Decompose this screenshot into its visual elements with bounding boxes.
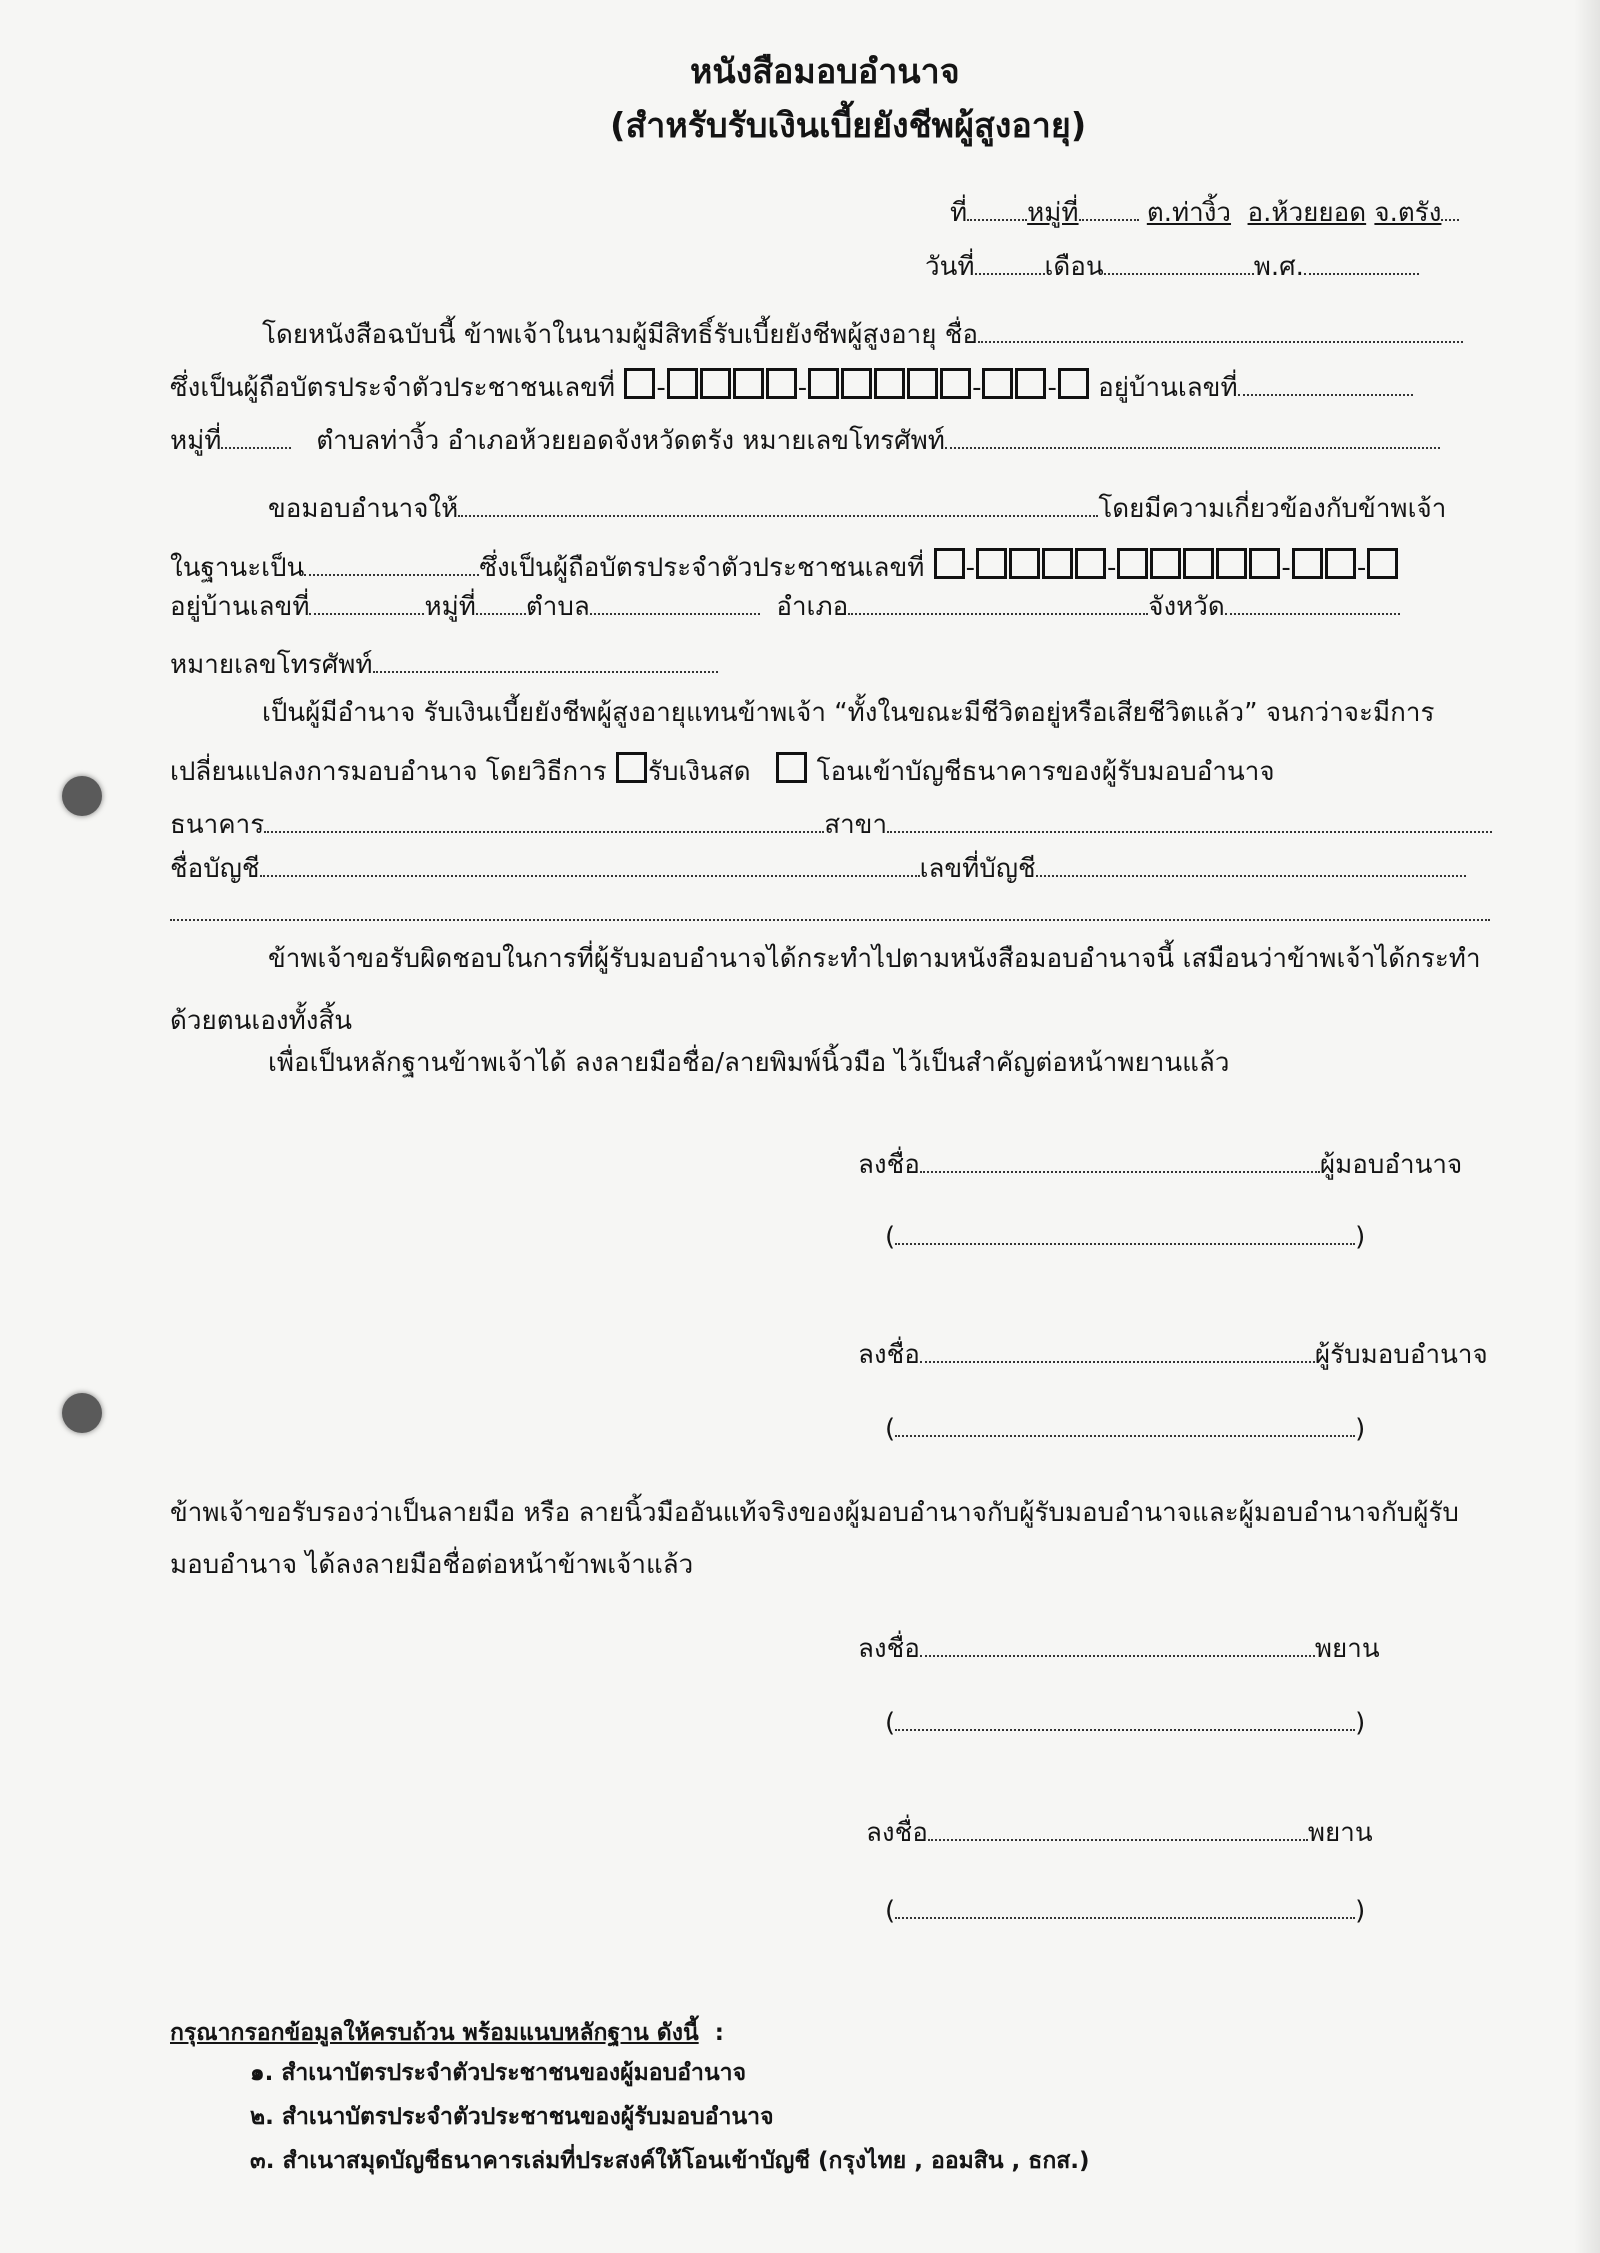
responsibility-line-1: ข้าพเจ้าขอรับผิดชอบในการที่ผู้รับมอบอำนาจได้กระทำไปตามหนังสือมอบอำนาจนี้ เสมือนว่าข้าพเจ้าได้กระทำ (268, 944, 1481, 974)
id-digit-box[interactable] (1325, 548, 1356, 579)
id-digit-box[interactable] (700, 368, 731, 399)
extra-dotted-line[interactable] (170, 896, 1490, 930)
id-digit-box[interactable] (940, 368, 971, 399)
witness-1-signature-line: ลงชื่อ พยาน (858, 1634, 1380, 1664)
grantee-status-field[interactable] (304, 552, 479, 576)
punch-hole-bottom (62, 1393, 102, 1433)
transfer-checkbox[interactable] (776, 752, 807, 783)
grantor-printed-name: ( ) (885, 1222, 1366, 1252)
id-digit-box[interactable] (1015, 368, 1046, 399)
witness-2-signature-line: ลงชื่อ พยาน (866, 1818, 1373, 1848)
grantee-phone-line: หมายเลขโทรศัพท์ (170, 648, 718, 682)
moo-value: หมู่ที่ (1027, 198, 1079, 228)
grantee-printed-name-field[interactable] (895, 1413, 1355, 1437)
id-digit-box[interactable] (1075, 548, 1106, 579)
grantee-address-line: อยู่บ้านเลขที่ หมู่ที่ ตำบล อำเภอ จังหวัด (170, 590, 1400, 624)
grantor-signature-line: ลงชื่อ ผู้มอบอำนาจ (858, 1150, 1463, 1180)
id-digit-box[interactable] (841, 368, 872, 399)
bank-field[interactable] (264, 809, 824, 833)
certification-line-2: มอบอำนาจ ได้ลงลายมือชื่อต่อหน้าข้าพเจ้าแล้ว (170, 1550, 694, 1580)
id-digit-box[interactable] (624, 368, 655, 399)
id-digit-box[interactable] (1058, 368, 1089, 399)
footer-item: ๑. สำเนาบัตรประจำตัวประชาชนของผู้มอบอำนาจ (250, 2060, 747, 2086)
tambon-value: ต.ท่างิ้ว (1146, 198, 1232, 228)
province-value: จ.ตรัง (1374, 198, 1442, 228)
grantee-amphoe-field[interactable] (848, 591, 1148, 615)
place-line: ที่ หมู่ที่ ต.ท่างิ้ว อ.ห้วยยอด จ.ตรัง (950, 196, 1459, 230)
id-digit-box[interactable] (1183, 548, 1214, 579)
account-no-field[interactable] (1036, 853, 1466, 877)
grantee-line: ขอมอบอำนาจให้ โดยมีความเกี่ยวข้องกับข้าพเจ้า (268, 494, 1447, 524)
responsibility-line-2: ด้วยตนเองทั้งสิ้น (170, 1006, 353, 1036)
id-digit-box[interactable] (1150, 548, 1181, 579)
grantor-printed-name-field[interactable] (895, 1221, 1355, 1245)
grantee-moo-field[interactable] (476, 591, 526, 615)
bank-line: ธนาคาร สาขา (170, 808, 1492, 842)
witness-2-printed-name-field[interactable] (895, 1895, 1355, 1919)
id-digit-box[interactable] (1367, 548, 1398, 579)
account-line: ชื่อบัญชี เลขที่บัญชี (170, 852, 1466, 886)
grantee-tambon-field[interactable] (590, 591, 760, 615)
id-digit-box[interactable] (808, 368, 839, 399)
id-digit-box[interactable] (874, 368, 905, 399)
id-digit-box[interactable] (976, 548, 1007, 579)
month-field[interactable] (1104, 251, 1254, 275)
id-digit-box[interactable] (982, 368, 1013, 399)
id-digit-box[interactable] (1009, 548, 1040, 579)
branch-field[interactable] (887, 809, 1492, 833)
witness-1-signature-field[interactable] (920, 1633, 1315, 1657)
id-digit-box[interactable] (733, 368, 764, 399)
certification-line-1: ข้าพเจ้าขอรับรองว่าเป็นลายมือ หรือ ลายนิ้วมืออันแท้จริงของผู้มอบอำนาจกับผู้รับมอบอำนาจและผู้มอบอำนาจกับผู้รับ (170, 1498, 1459, 1528)
footer-note: กรุณากรอกข้อมูลให้ครบถ้วน พร้อมแนบหลักฐาน ดังนี้ : (170, 2020, 724, 2046)
amphoe-value: อ.ห้วยยอด (1247, 198, 1367, 228)
grantor-name-line: โดยหนังสือฉบับนี้ ข้าพเจ้าในนามผู้มีสิทธิ์รับเบี้ยยังชีพผู้สูงอายุ ชื่อ (262, 318, 1463, 352)
id-digit-box[interactable] (1216, 548, 1247, 579)
id-digit-box[interactable] (1042, 548, 1073, 579)
grantee-phone-field[interactable] (373, 649, 718, 673)
authority-line-1: เป็นผู้มีอำนาจ รับเงินเบี้ยยังชีพผู้สูงอายุแทนข้าพเจ้า “ทั้งในขณะมีชีวิตอยู่หรือเสียชีวิตแล้ว” จนกว่าจะมีการ (262, 698, 1435, 728)
id-digit-box[interactable] (1292, 548, 1323, 579)
footer-item: ๒. สำเนาบัตรประจำตัวประชาชนของผู้รับมอบอำนาจ (250, 2104, 774, 2130)
grantor-phone-field[interactable] (945, 425, 1440, 449)
grantee-signature-line: ลงชื่อ ผู้รับมอบอำนาจ (858, 1340, 1488, 1370)
grantee-province-field[interactable] (1225, 591, 1400, 615)
grantee-id-line: ในฐานะเป็น ซึ่งเป็นผู้ถือบัตรประจำตัวประชาชนเลขที่ - - - - (170, 548, 1399, 585)
grantor-house-field[interactable] (1238, 372, 1413, 396)
grantee-name-field[interactable] (458, 493, 1098, 517)
grantor-signature-field[interactable] (920, 1149, 1320, 1173)
id-digit-box[interactable] (1117, 548, 1148, 579)
day-field[interactable] (975, 251, 1045, 275)
form-title: หนังสือมอบอำนาจ (690, 52, 960, 92)
punch-hole-top (62, 776, 102, 816)
year-field[interactable] (1304, 251, 1419, 275)
id-digit-box[interactable] (934, 548, 965, 579)
form-subtitle: (สำหรับรับเงินเบี้ยยังชีพผู้สูงอายุ) (610, 106, 1087, 146)
authority-line-2: เปลี่ยนแปลงการมอบอำนาจ โดยวิธีการ รับเงินสด โอนเข้าบัญชีธนาคารของผู้รับมอบอำนาจ (170, 752, 1275, 789)
id-digit-box[interactable] (1249, 548, 1280, 579)
witness-1-printed-name-field[interactable] (895, 1707, 1355, 1731)
id-digit-box[interactable] (667, 368, 698, 399)
grantor-moo-field[interactable] (221, 425, 291, 449)
grantor-id-line: ซึ่งเป็นผู้ถือบัตรประจำตัวประชาชนเลขที่ - - - - อยู่บ้านเลขที่ (170, 368, 1413, 405)
witness-2-signature-field[interactable] (928, 1817, 1308, 1841)
id-digit-box[interactable] (766, 368, 797, 399)
responsibility-line-3: เพื่อเป็นหลักฐานข้าพเจ้าได้ ลงลายมือชื่อ/ลายพิมพ์นิ้วมือ ไว้เป็นสำคัญต่อหน้าพยานแล้ว (268, 1048, 1230, 1078)
cash-checkbox[interactable] (616, 752, 647, 783)
id-digit-box[interactable] (907, 368, 938, 399)
witness-1-printed-name: ( ) (885, 1708, 1366, 1738)
grantor-address-line: หมู่ที่ ตำบลท่างิ้ว อำเภอห้วยยอดจังหวัดตรัง หมายเลขโทรศัพท์ (170, 424, 1440, 458)
account-name-field[interactable] (260, 853, 920, 877)
footer-item: ๓. สำเนาสมุดบัญชีธนาคารเล่มที่ประสงค์ให้โอนเข้าบัญชี (กรุงไทย , ออมสิน , ธกส.) (250, 2148, 1090, 2174)
date-line: วันที่ เดือน พ.ศ. (925, 250, 1419, 284)
grantee-printed-name: ( ) (885, 1414, 1366, 1444)
grantee-signature-field[interactable] (920, 1339, 1315, 1363)
grantee-house-field[interactable] (309, 591, 424, 615)
witness-2-printed-name: ( ) (885, 1896, 1366, 1926)
grantor-name-field[interactable] (978, 319, 1463, 343)
